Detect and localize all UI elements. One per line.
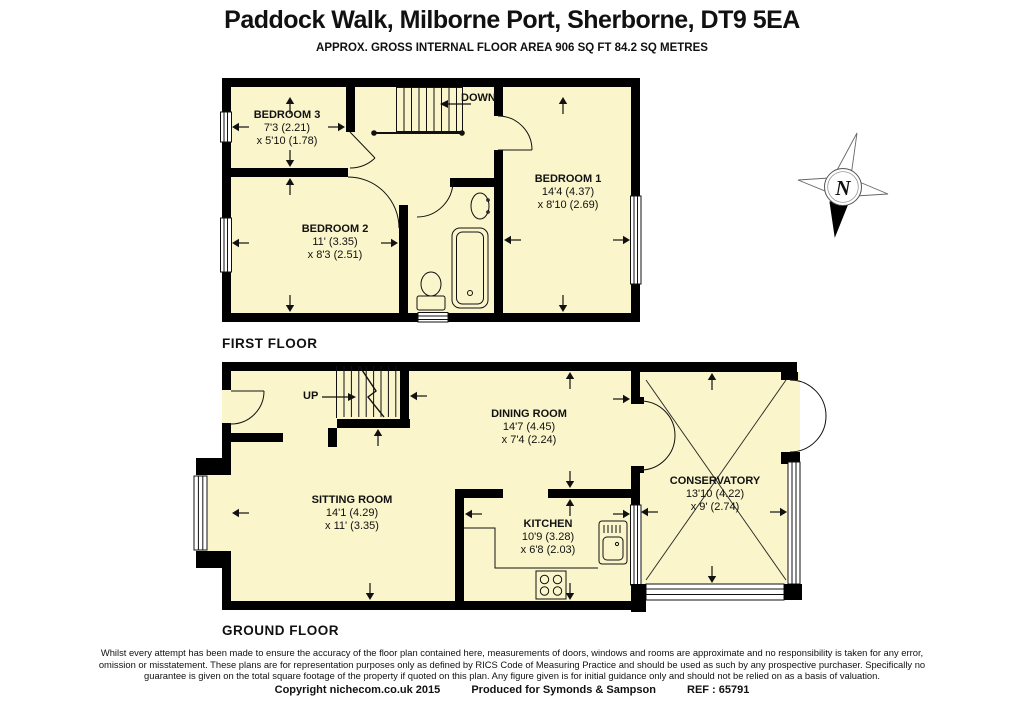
room-label-bedroom-2: BEDROOM 2 11' (3.35) x 8'3 (2.51) [301,223,369,261]
stairs-up-label: UP [303,390,319,402]
copyright-line [0,684,1024,696]
window-bedroom2 [221,218,232,272]
stairs-down-label: DOWN [461,92,496,104]
room-label-sitting-room: SITTING ROOM 14'1 (4.29) x 11' (3.35) [311,494,393,532]
page-title: Paddock Walk, Milborne Port, Sherborne, DT9 5EA [224,6,800,34]
first-floor-label: FIRST FLOOR [222,336,318,351]
produced-for-text: Produced for Symonds & Sampson [471,684,656,696]
ground-floor-label: GROUND FLOOR [222,623,339,638]
compass-north-label: N [835,176,851,200]
window-bathroom [418,313,448,323]
room-label-kitchen: KITCHEN 10'9 (3.28) x 6'8 (2.03) [520,518,576,556]
compass-south-point [830,201,849,236]
room-label-bedroom-3: BEDROOM 3 7'3 (2.21) x 5'10 (1.78) [253,109,321,147]
floor-area-subtitle: APPROX. GROSS INTERNAL FLOOR AREA 906 SQ FT 84.2 SQ METRES [316,42,708,54]
copyright-text: Copyright nichecom.co.uk 2015 [274,684,441,696]
room-label-conservatory: CONSERVATORY 13'10 (4.22) x 9' (2.74) [669,475,761,513]
reference-number: REF : 65791 [687,684,750,696]
window-bedroom1 [631,196,642,284]
room-label-bedroom-1: BEDROOM 1 14'4 (4.37) x 8'10 (2.69) [534,173,602,211]
window-bedroom3 [221,112,232,142]
window-kitchen [631,505,642,585]
room-label-dining-room: DINING ROOM 14'7 (4.45) x 7'4 (2.24) [491,408,567,446]
disclaimer-text: Whilst every attempt has been made to ensure the accuracy of the floor plan contained here, measurements of doors, windows and rooms are approximate and no responsibility is taken for any error, omission or misstatement. These plans are for representation purposes only as defined by RICS Code of Measuring Practice and should be used as such by any prospective purchaser. Specifically no guarantee is given on the total square footage of the property if quoted on this plan. Any figure given is for initial guidance only and should not be relied on as a basis of valuation. [98,647,926,682]
compass-rose [790,110,895,245]
